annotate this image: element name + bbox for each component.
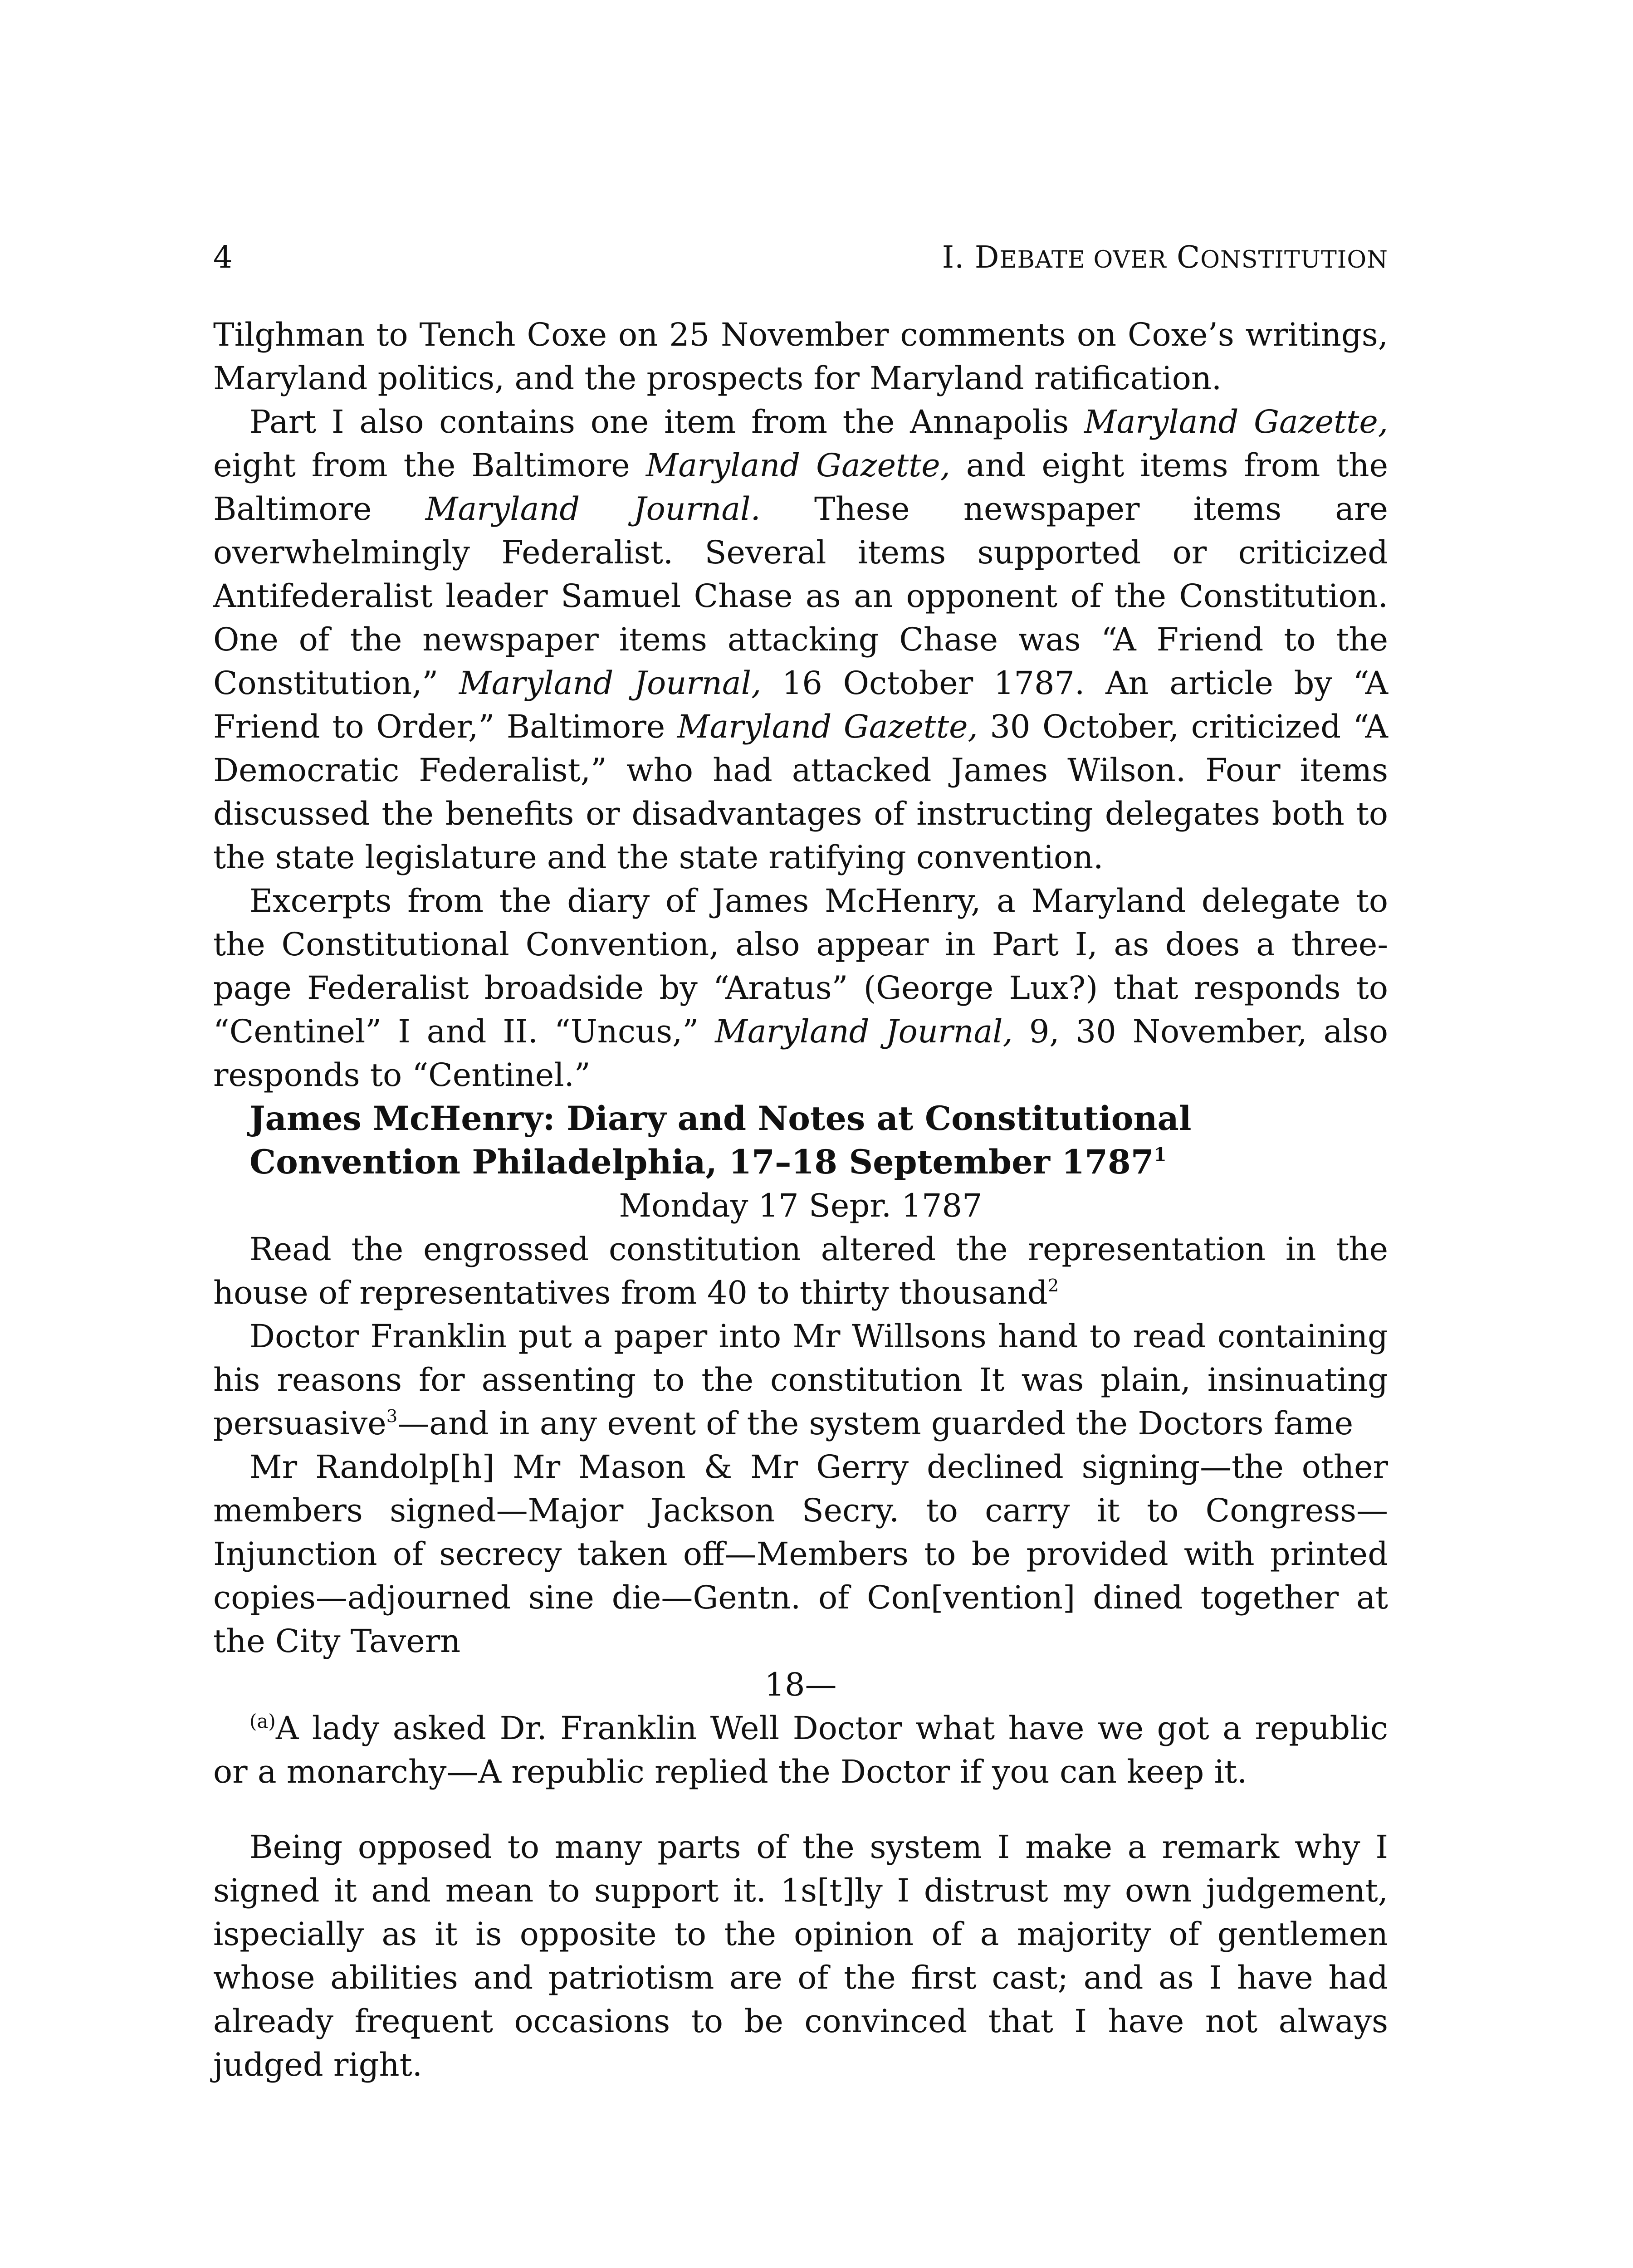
diary-date-line: Monday 17 Sepr. 1787 [619,1187,983,1224]
diary-paragraph-2 [213,1315,1388,1445]
intro-p3-italic-1: Maryland Journal, [715,1013,1013,1050]
intro-p3-text-b: 9, 30 November, also responds to “Centinel.” [213,1013,1388,1094]
intro-p2-text-d: These newspaper items are overwhelmingly Federalist. Several items supported or criticized Antifederalist leader Samuel Chase as an opponent of the Constitution. One of the newspaper items attacking Chase was “A Friend to the Constitution,” [213,490,1388,702]
body-text [213,313,1388,2087]
intro-p2-text-e: 16 October 1787. An article by “A Friend to Order,” Baltimore [213,665,1388,745]
diary-p1-footnote-ref: 2 [1047,1276,1059,1296]
diary-p1-text: Read the engrossed constitution altered the representation in the house of representatives from 40 to thirty thousand [213,1231,1388,1311]
intro-paragraph-3 [213,879,1388,1097]
running-title-mid: C [1166,240,1201,275]
running-title-prefix: I. D [942,240,1000,275]
running-title-smallcaps-2: ONSTITUTION [1200,246,1388,274]
intro-p2-italic-1: Maryland Gazette, [1084,403,1389,440]
intro-p2-text-c: and eight items from the Baltimore [213,447,1388,528]
page-number: 4 [213,240,233,275]
intro-p2-text-b: eight from the Baltimore [213,447,646,484]
intro-p2-italic-2: Maryland Gazette, [645,447,950,484]
intro-p2-italic-3: Maryland Journal. [425,490,761,528]
intro-paragraph-2 [213,400,1388,879]
diary-p4-note-marker: (a) [249,1710,276,1732]
section-heading-text: James McHenry: Diary and Notes at Constitutional Convention Philadelphia, 17–18 September 1787 [249,1099,1192,1182]
running-title-smallcaps-1: EBATE OVER [999,246,1167,274]
diary-paragraph-3: Mr Randolp[h] Mr Mason & Mr Gerry declined signing—the other members signed—Major Jackson Secry. to carry it to Congress—Injunction of secrecy taken off—Members to be provided with printed copies—adjourned sine die—Gentn. of Con[vention] dined together at the City Tavern [213,1448,1388,1660]
diary-paragraph-1 [213,1227,1388,1315]
diary-p2-text-b: —and in any event of the system guarded the Doctors fame [397,1405,1354,1442]
running-title [942,232,1388,285]
diary-p2-footnote-ref: 3 [386,1406,398,1427]
intro-p2-italic-5: Maryland Gazette, [677,708,978,745]
intro-p2-italic-4: Maryland Journal, [459,665,762,702]
section-heading [213,1097,1388,1184]
diary-p4-text: A lady asked Dr. Franklin Well Doctor what have we got a republic or a monarchy—A republic replied the Doctor if you can keep it. [213,1710,1388,1790]
section-heading-footnote-ref: 1 [1154,1144,1167,1165]
diary-day-18: 18— [764,1666,837,1703]
intro-paragraph-1: Tilghman to Tench Coxe on 25 November comments on Coxe’s writings, Maryland politics, and the prospects for Maryland ratification. [213,316,1388,397]
diary-p2-text-a: Doctor Franklin put a paper into Mr Willsons hand to read containing his reasons for assenting to the constitution It was plain, insinuating persuasive [213,1318,1388,1442]
diary-paragraph-5: Being opposed to many parts of the system I make a remark why I signed it and mean to support it. 1s[t]ly I distrust my own judgement, ispecially as it is opposite to the opinion of a majority of gentlemen whose abilities and patriotism are of the first cast; and as I have had already frequent occasions to be convinced that I have not always judged right. [213,1828,1388,2083]
diary-paragraph-4 [213,1706,1388,1794]
intro-p2-text-a: Part I also contains one item from the Annapolis [249,403,1084,440]
intro-p3-text-a: Excerpts from the diary of James McHenry, a Maryland delegate to the Constitutional Convention, also appear in Part I, as does a three-page Federalist broadside by “Aratus” (George Lux?) that responds to “Centinel” I and II. “Uncus,” [213,882,1388,1050]
page-header [213,232,1388,282]
intro-p2-text-f: 30 October, criticized “A Democratic Federalist,” who had attacked James Wilson. Four items discussed the benefits or disadvantages of instructing delegates both to the state legislature and the state ratifying convention. [213,708,1388,876]
